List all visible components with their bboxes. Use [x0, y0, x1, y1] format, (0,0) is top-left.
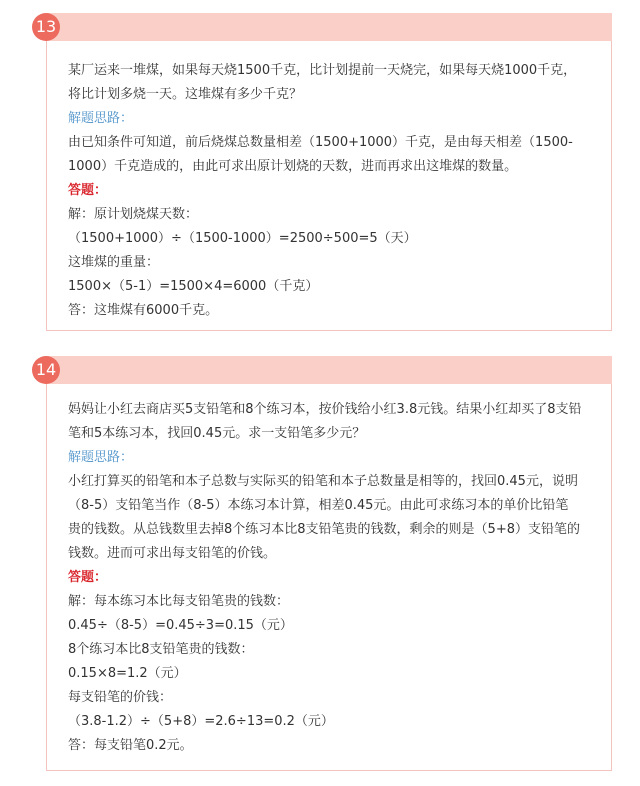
problem-text: 笔和5本练习本，找回0.45元。求一支铅笔多少元？ [68, 426, 366, 441]
problem-number-badge: 14 [32, 356, 60, 384]
solution-hint-text: 1000）千克造成的，由此可求出原计划烧的天数，进而再求出这堆煤的数量。 [68, 159, 518, 174]
solution-hint-text: 由已知条件可知道，前后烧煤总数量相差（1500+1000）千克，是由每天相差（1500- [68, 135, 573, 150]
answer-text: 8个练习本比8支铅笔贵的钱数： [68, 642, 254, 657]
answer-heading: 答题： [68, 570, 108, 585]
problem-banner [46, 356, 612, 384]
problem-content-box [46, 41, 612, 331]
solution-hint-text: （8-5）支铅笔当作（8-5）本练习本计算，相差0.45元。由此可求练习本的单价比铅笔 [68, 498, 569, 513]
solution-hint-heading: 解题思路： [68, 111, 134, 126]
answer-text: （1500+1000）÷（1500-1000）=2500÷500=5（天） [68, 231, 417, 246]
answer-heading: 答题： [68, 183, 108, 198]
answer-text: （3.8-1.2）÷（5+8）=2.6÷13=0.2（元） [68, 714, 334, 729]
answer-text: 解：原计划烧煤天数： [68, 207, 199, 222]
answer-text: 答：每支铅笔0.2元。 [68, 738, 193, 753]
problem-text: 某厂运来一堆煤，如果每天烧1500千克，比计划提前一天烧完，如果每天烧1000千克， [68, 63, 577, 78]
answer-text: 1500×（5-1）=1500×4=6000（千克） [68, 279, 319, 294]
answer-text: 每支铅笔的价钱： [68, 690, 173, 705]
problem-content-box [46, 384, 612, 771]
problem-text: 将比计划多烧一天。这堆煤有多少千克？ [68, 87, 303, 102]
answer-text: 解：每本练习本比每支铅笔贵的钱数： [68, 594, 290, 609]
problem-text: 妈妈让小红去商店买5支铅笔和8个练习本，按价钱给小红3.8元钱。结果小红却买了8支铅 [68, 402, 582, 417]
problem-number-badge: 13 [32, 13, 60, 41]
solution-hint-text: 钱数。进而可求出每支铅笔的价钱。 [68, 546, 277, 561]
solution-hint-text: 贵的钱数。从总钱数里去掉8个练习本比8支铅笔贵的钱数，剩余的则是（5+8）支铅笔的 [68, 522, 580, 537]
solution-hint-heading: 解题思路： [68, 450, 134, 465]
answer-text: 这堆煤的重量： [68, 255, 160, 270]
solution-hint-text: 小红打算买的铅笔和本子总数与实际买的铅笔和本子总数量是相等的，找回0.45元，说明 [68, 474, 578, 489]
problem-banner [46, 13, 612, 41]
answer-text: 0.45÷（8-5）=0.45÷3=0.15（元） [68, 618, 293, 633]
answer-text: 答：这堆煤有6000千克。 [68, 303, 219, 318]
answer-text: 0.15×8=1.2（元） [68, 666, 187, 681]
